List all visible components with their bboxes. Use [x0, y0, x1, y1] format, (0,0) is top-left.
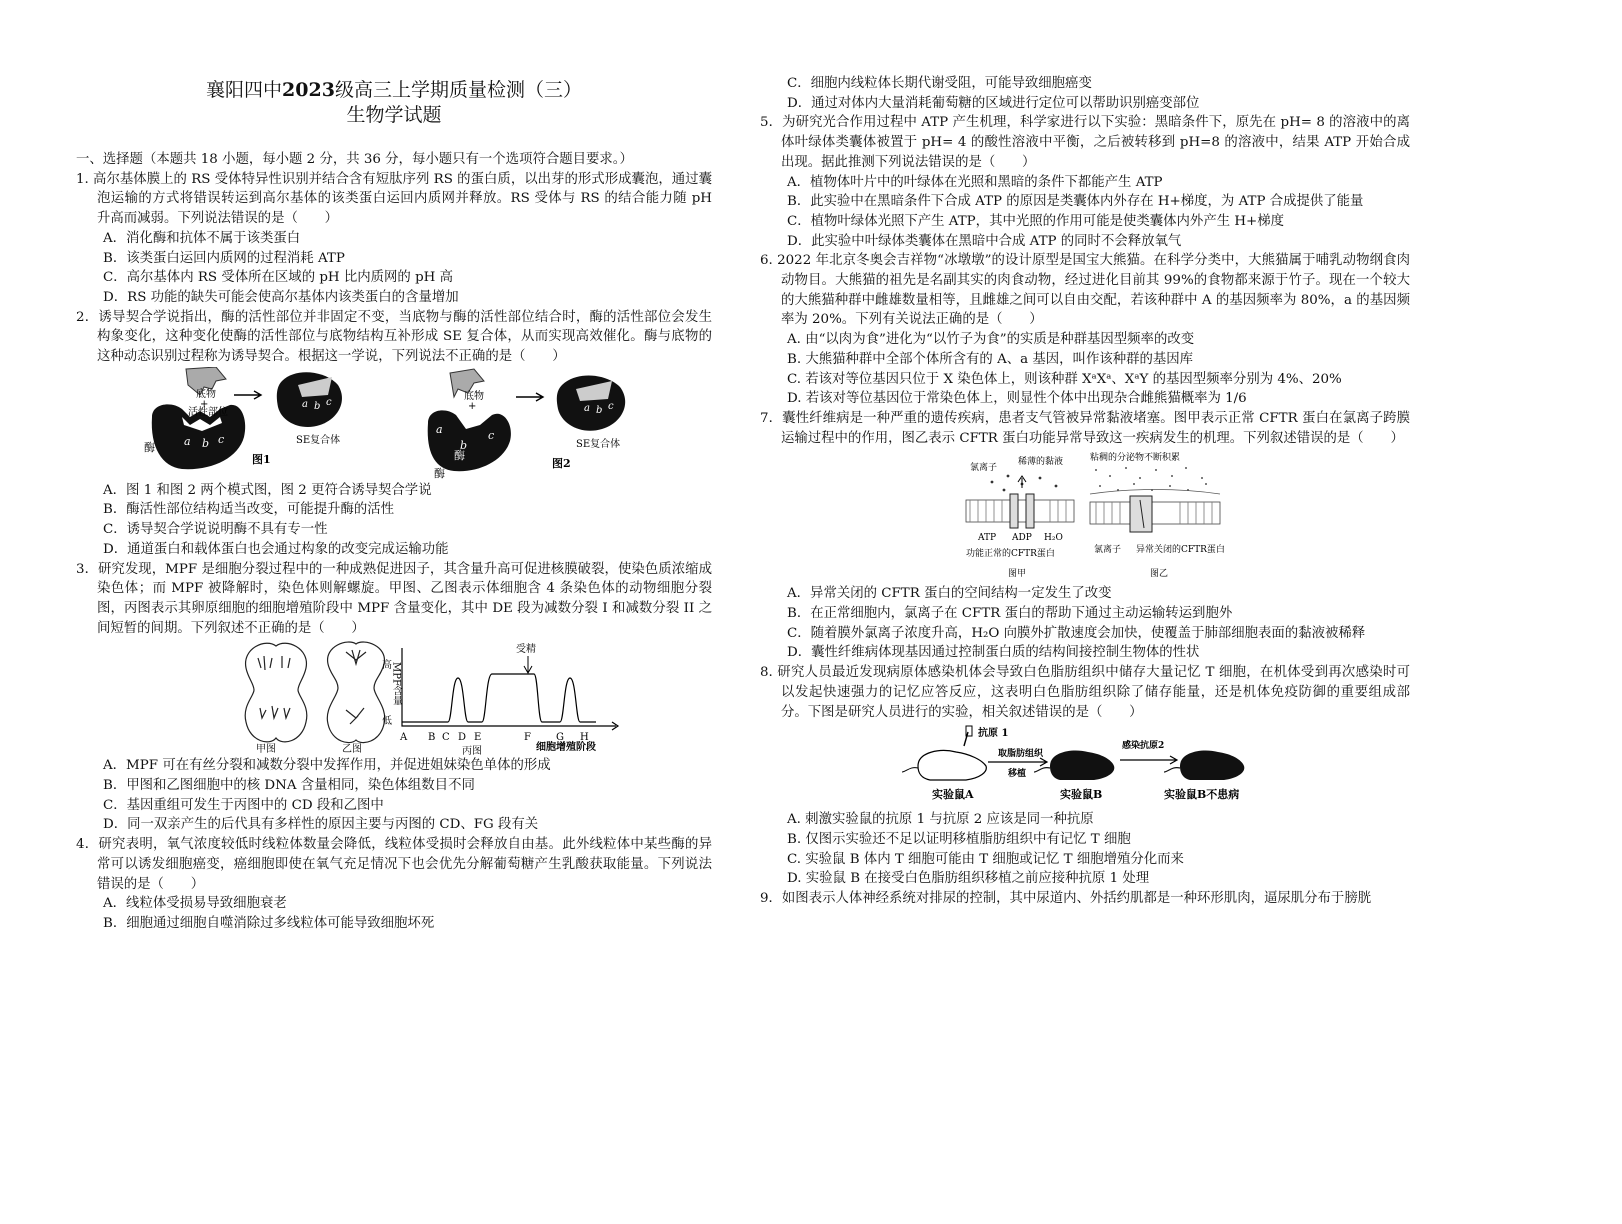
question-8-option-a: A. 刺激实验鼠的抗原 1 与抗原 2 应该是同一种抗原	[787, 812, 1094, 828]
question-6-option-d: D. 若该对等位基因位于常染色体上，则显性个体中出现杂合雌熊猫概率为 1/6	[787, 391, 1247, 407]
question-7-stem: 7．囊性纤维病是一种严重的遗传疾病，患者支气管被异常黏液堵塞。图甲表示正常 CFTR 蛋白在氯离子跨膜运输过程中的作用，图乙表示 CFTR 蛋白功能异常导致这一疾病发生的机理。下列叙述错误的是（ ）	[760, 410, 1410, 446]
question-3-option-a: A．MPF 可在有丝分裂和减数分裂中发挥作用，并促进姐妹染色单体的形成	[103, 758, 551, 774]
mouse-b	[1050, 751, 1114, 780]
label-fig2: 图2	[552, 456, 571, 470]
tick-c: C	[442, 732, 450, 744]
mouse-experiment-figure	[760, 722, 1410, 810]
label-mouse-b: 实验鼠B	[1060, 788, 1103, 802]
tick-g: G	[556, 732, 564, 744]
question-6-stem: 6. 2022 年北京冬奥会吉祥物“冰墩墩”的设计原型是国宝大熊猫。在科学分类中，大熊猫属于哺乳动物纲食肉动物目。大熊猫的祖先是名副其实的肉食动物，经过进化目前其 99%的食物都来源于竹子。现在一个较大的大熊猫种群中雌雄数量相等，且雌雄之间可以自由交配，若该种群中 A 的基因频率为 80%，a 的基因频率为 20%。下列有关说法正确的是（ ）	[760, 253, 1410, 328]
question-3-option-d: D．同一双亲产生的后代具有多样性的原因主要与丙图的 CD、FG 段有关	[103, 817, 539, 833]
mpf-figure	[76, 638, 712, 756]
question-1-option-b: B．该类蛋白运回内质网的过程消耗 ATP	[103, 250, 345, 266]
cftr-figure	[760, 448, 1410, 584]
se-complex-2	[557, 375, 625, 430]
label-complex-1: SE复合体	[296, 434, 341, 446]
label-x-axis: 细胞增殖阶段	[536, 742, 596, 754]
chromosomes-yi	[346, 650, 366, 724]
letter-c-2: c	[488, 428, 495, 442]
letter-a-1: a	[184, 434, 191, 448]
label-transplant: 移植	[1008, 769, 1027, 780]
question-2-option-a: A．图 1 和图 2 两个模式图，图 2 更符合诱导契合学说	[103, 482, 432, 498]
question-2-option-d: D．通道蛋白和载体蛋白也会通过构象的改变完成运输功能	[103, 541, 449, 557]
label-chloride-yi: 氯离子	[1094, 545, 1122, 556]
label-adp: ADP	[1012, 533, 1032, 544]
question-5-option-d: D．此实验中叶绿体类囊体在黑暗中合成 ATP 的同时不会释放氧气	[787, 233, 1182, 249]
label-y-high: 高	[382, 660, 392, 672]
question-3-option-b: B．甲图和乙图细胞中的核 DNA 含量相同，染色体组数目不同	[103, 778, 475, 794]
question-2-option-c: C．诱导契合学说说明酶不具有专一性	[103, 522, 328, 538]
label-take-fat: 取脂肪组织	[998, 749, 1044, 760]
panel-yi	[1090, 451, 1225, 579]
mouse-a	[918, 751, 986, 780]
se-letter-c-2: c	[608, 400, 614, 412]
question-6-option-c: C. 若该对等位基因只位于 X 染色体上，则该种群 XᵃXᵃ、XᵃY 的基因型频率分别为 4%、20%	[787, 371, 1342, 387]
label-mpf: MPF含量	[390, 662, 402, 707]
question-3-stem: 3．研究发现，MPF 是细胞分裂过程中的一种成熟促进因子，其含量升高可促进核膜破裂，使染色质浓缩成染色体；而 MPF 被降解时，染色体则解螺旋。甲图、乙图表示体细胞含 4 条染色体的动物细胞分裂图，丙图表示其卵原细胞的细胞增殖阶段中 MPF 含量变化，其中 DE 段为减数分裂 I 和减数分裂 II 之间短暂的间期。下列叙述不正确的是（ ）	[76, 561, 712, 636]
label-fertilization: 受精	[516, 644, 536, 656]
label-substrate-1: 底物	[196, 388, 216, 400]
question-4-option-d: D．通过对体内大量消耗葡萄糖的区域进行定位可以帮助识别癌变部位	[787, 95, 1200, 111]
label-plus-1: +	[200, 398, 209, 410]
label-antigen1: 抗原 1	[978, 728, 1009, 740]
question-8-stem: 8. 研究人员最近发现病原体感染机体会导致白色脂肪组织中储存大量记忆 T 细胞，在机体受到再次感染时可以发起快速强力的记忆应答反应，这表明白色脂肪组织除了储存能量，还是机体免疫防御的重要组成部分。下图是研究人员进行的实验，相关叙述错误的是（ ）	[760, 665, 1410, 720]
label-mouse-b-healthy: 实验鼠B不患病	[1164, 788, 1240, 802]
label-jia: 甲图	[256, 744, 276, 756]
letter-c-1: c	[218, 432, 225, 446]
label-yi: 乙图	[342, 744, 362, 756]
question-5-option-b: B．此实验中在黑暗条件下合成 ATP 的原因是类囊体内外存在 H+梯度，为 ATP 合成提供了能量	[787, 194, 1364, 210]
question-2-stem: 2．诱导契合学说指出，酶的活性部位并非固定不变，当底物与酶的活性部位结合时，酶的活性部位会发生构象变化，这种变化使酶的活性部位与底物结构互补形成 SE 复合体，从而实现高效催化。酶与底物的这种动态识别过程称为诱导契合。根据这一学说，下列说法不正确的是（ ）	[76, 309, 712, 365]
enzyme-model-figure	[76, 367, 712, 481]
question-1-option-d: D．RS 功能的缺失可能会使高尔基体内该类蛋白的含量增加	[103, 289, 459, 305]
arrow-1	[234, 391, 261, 399]
question-8-option-b: B. 仅图示实验还不足以证明移植脂肪组织中有记忆 T 细胞	[787, 831, 1131, 847]
question-1-option-a: A．消化酶和抗体不属于该类蛋白	[103, 230, 301, 246]
label-substrate-2: 底物	[464, 390, 484, 402]
letter-a-2: a	[436, 422, 443, 436]
label-complex-2: SE复合体	[576, 438, 621, 450]
se-letter-a-2: a	[584, 402, 590, 414]
tick-d: D	[458, 732, 467, 744]
question-8-option-d: D. 实验鼠 B 在接受白色脂肪组织移植之前应接种抗原 1 处理	[787, 871, 1150, 887]
question-9-stem: 9．如图表示人体神经系统对排尿的控制，其中尿道内、外括约肌都是一种环形肌肉，逼尿肌分布于膀胱	[760, 891, 1372, 907]
label-abnormal-cftr: 异常关闭的CFTR蛋白	[1136, 545, 1225, 556]
label-fig1: 图1	[252, 452, 271, 466]
tick-a: A	[400, 732, 408, 744]
question-5-option-a: A．植物体叶片中的叶绿体在光照和黑暗的条件下都能产生 ATP	[787, 174, 1163, 190]
exam-title: 襄阳四中2023级高三上学期质量检测（三）	[206, 79, 582, 101]
tick-h: H	[580, 732, 589, 744]
question-3-option-c: C．基因重组可发生于丙图中的 CD 段和乙图中	[103, 797, 384, 813]
label-thin-mucus: 稀薄的黏液	[1018, 457, 1064, 468]
question-7-option-c: C．随着膜外氯离子浓度升高，H₂O 向膜外扩散速度会加快，使覆盖于肺部细胞表面的黏液被稀释	[787, 625, 1366, 641]
question-5-option-c: C．植物叶绿体光照下产生 ATP，其中光照的作用可能是使类囊体内外产生 H+梯度	[787, 213, 1285, 229]
tick-e: E	[474, 732, 482, 744]
tick-b: B	[428, 732, 436, 744]
question-6-option-b: B. 大熊猫种群中全部个体所含有的 A、a 基因，叫作该种群的基因库	[787, 351, 1194, 367]
label-chloride-jia: 氯离子	[970, 463, 998, 474]
question-4-option-b: B．细胞通过细胞自噬消除过多线粒体可能导致细胞坏死	[103, 915, 435, 931]
mouse-b-healthy	[1180, 751, 1244, 780]
label-atp: ATP	[978, 533, 997, 544]
question-4-stem: 4．研究表明，氧气浓度较低时线粒体数量会降低，线粒体受损时会释放自由基。此外线粒体中某些酶的异常可以诱发细胞癌变，癌细胞即使在氧气充足情况下也会优先分解葡萄糖产生乳酸获取能量。下列说法错误的是（ ）	[76, 837, 712, 892]
se-letter-b-1: b	[314, 400, 321, 412]
question-4-option-c: C．细胞内线粒体长期代谢受阻，可能导致细胞癌变	[787, 76, 1092, 91]
axes	[402, 648, 616, 726]
question-7-option-a: A．异常关闭的 CFTR 蛋白的空间结构一定发生了改变	[787, 586, 1112, 602]
question-8-option-c: C. 实验鼠 B 体内 T 细胞可能由 T 细胞或记忆 T 细胞增殖分化而来	[787, 851, 1184, 867]
label-enzyme-2: 酶	[434, 466, 445, 480]
section-heading: 一、选择题（本题共 18 小题，每小题 2 分，共 36 分，每小题只有一个选项符合题目要求。）	[76, 152, 633, 167]
panel-jia	[966, 455, 1074, 579]
chromosomes-jia	[258, 656, 290, 718]
label-water: H₂O	[1044, 533, 1063, 544]
question-4-option-a: A．线粒体受损易导致细胞衰老	[103, 896, 287, 912]
letter-b-1: b	[202, 436, 210, 450]
question-1-stem: 1. 高尔基体膜上的 RS 受体特异性识别并结合含有短肽序列 RS 的蛋白质，以出芽的形式形成囊泡，通过囊泡运输的方式将错误转运到高尔基体的该类蛋白运回内质网并释放。RS 受体与 RS 的结合能力随 pH 升高而减弱。下列说法错误的是（ ）	[76, 171, 712, 227]
label-active-site-1: 活性部位	[188, 406, 228, 418]
arrow-2	[516, 393, 543, 401]
question-7-option-d: D．囊性纤维病体现基因通过控制蛋白质的结构间接控制生物体的性状	[787, 645, 1200, 661]
label-fig-yi: 图乙	[1150, 569, 1169, 580]
fertilization-arrow	[524, 656, 532, 673]
left-column	[76, 0, 712, 934]
mpf-curve	[402, 674, 596, 722]
question-5-stem: 5．为研究光合作用过程中 ATP 产生机理，科学家进行以下实验：黑暗条件下，原先在 pH= 8 的溶液中的离体叶绿体类囊体被置于 pH= 4 的酸性溶液中平衡，之后被转移到 pH=8 的溶液中，结果 ATP 开始合成出现。据此推测下列说法错误的是（ ）	[760, 115, 1410, 170]
label-normal-cftr: 功能正常的CFTR蛋白	[966, 549, 1055, 560]
question-6-option-a: A. 由“以肉为食”进化为“以竹子为食”的实质是种群基因型频率的改变	[787, 332, 1195, 348]
right-column	[760, 0, 1410, 909]
label-infect2: 感染抗原2	[1122, 741, 1165, 752]
cell-yi	[327, 642, 384, 743]
question-7-option-b: B．在正常细胞内，氯离子在 CFTR 蛋白的帮助下通过主动运输转运到胞外	[787, 606, 1233, 622]
se-letter-c-1: c	[326, 396, 332, 408]
label-plus-2: +	[468, 400, 477, 412]
question-2-option-b: B．酶活性部位结构适当改变，可能提升酶的活性	[103, 502, 395, 518]
letter-b-2: b	[460, 438, 468, 452]
question-1-option-c: C．高尔基体内 RS 受体所在区域的 pH 比内质网的 pH 高	[103, 270, 453, 286]
label-enzyme-in-2: 酶	[454, 448, 465, 462]
cell-jia	[245, 644, 307, 743]
label-fig-jia: 图甲	[1008, 569, 1027, 580]
se-letter-a-1: a	[302, 398, 308, 410]
label-y-low: 低	[382, 716, 392, 728]
label-thick-mucus: 粘稠的分泌物不断积累	[1090, 453, 1181, 464]
se-complex-1	[277, 372, 342, 427]
label-enzyme-1: 酶	[144, 440, 155, 454]
exam-subtitle: 生物学试题	[346, 104, 442, 126]
se-letter-b-2: b	[596, 404, 603, 416]
label-mouse-a: 实验鼠A	[932, 788, 974, 802]
label-bing: 丙图	[462, 746, 482, 757]
tick-f: F	[524, 732, 531, 744]
enzyme-shape-2	[428, 410, 511, 471]
